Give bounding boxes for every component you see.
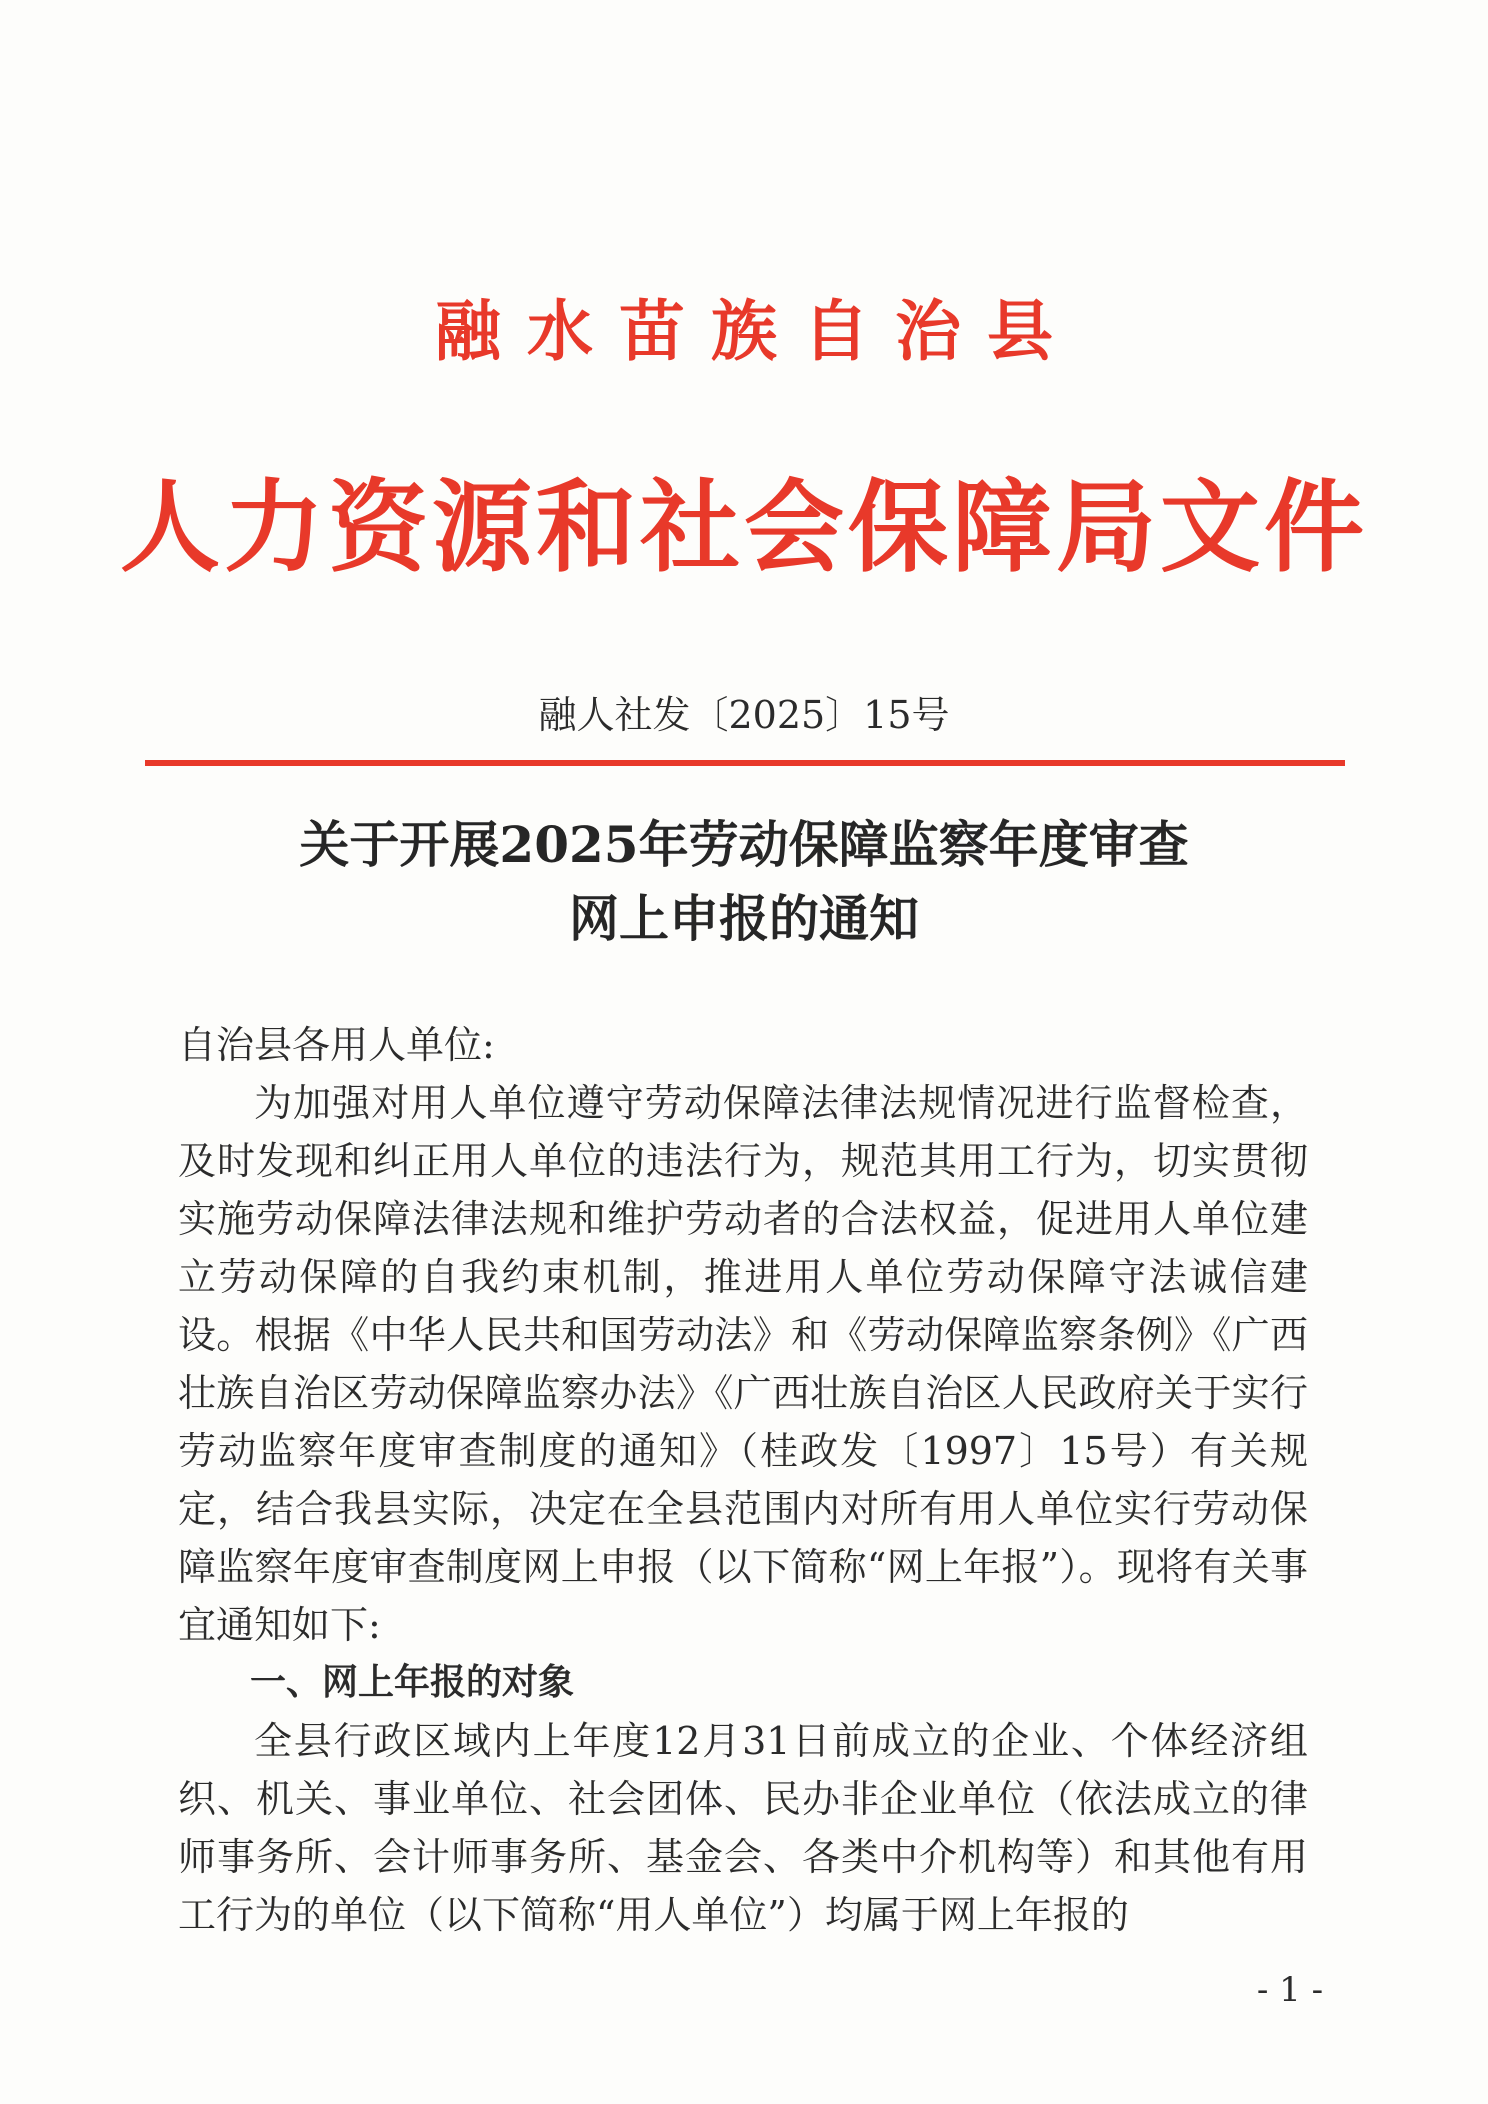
addressee: 自治县各用人单位: (178, 1023, 495, 1067)
red-separator-line (145, 760, 1345, 766)
title-line-2: 网上申报的通知 (569, 889, 919, 948)
issuer-bureau-name: 人力资源和社会保障局文件 (120, 469, 1368, 586)
issuer-county-name: 融水苗族自治县 (435, 293, 1079, 370)
document-title (0, 808, 1488, 956)
document-body (178, 1016, 1308, 1944)
document-number: 融人社发〔2025〕15号 (538, 693, 950, 737)
title-line-1: 关于开展2025年劳动保障监察年度审查 (299, 815, 1189, 874)
body-paragraph-1: 为加强对用人单位遵守劳动保障法律法规情况进行监督检查，及时发现和纠正用人单位的违法行为，规范其用工行为，切实贯彻实施劳动保障法律法规和维护劳动者的合法权益，促进用人单位建立劳动保障的自我约束机制，推进用人单位劳动保障守法诚信建设。根据《中华人民共和国劳动法》和《劳动保障监察条例》《广西壮族自治区劳动保障监察办法》《广西壮族自治区人民政府关于实行劳动监察年度审查制度的通知》（桂政发〔1997〕15号）有关规定，结合我县实际，决定在全县范围内对所有用人单位实行劳动保障监察年度审查制度网上申报（以下简称“网上年报”）。现将有关事宜通知如下: (178, 1081, 1308, 1647)
page-number: - 1 - (1256, 1970, 1324, 2010)
section-heading-1: 一、网上年报的对象 (250, 1662, 575, 1703)
body-paragraph-2: 全县行政区域内上年度12月31日前成立的企业、个体经济组织、机关、事业单位、社会团体、民办非企业单位（依法成立的律师事务所、会计师事务所、基金会、各类中介机构等）和其他有用工行为的单位（以下简称“用人单位”）均属于网上年报的 (178, 1719, 1308, 1937)
